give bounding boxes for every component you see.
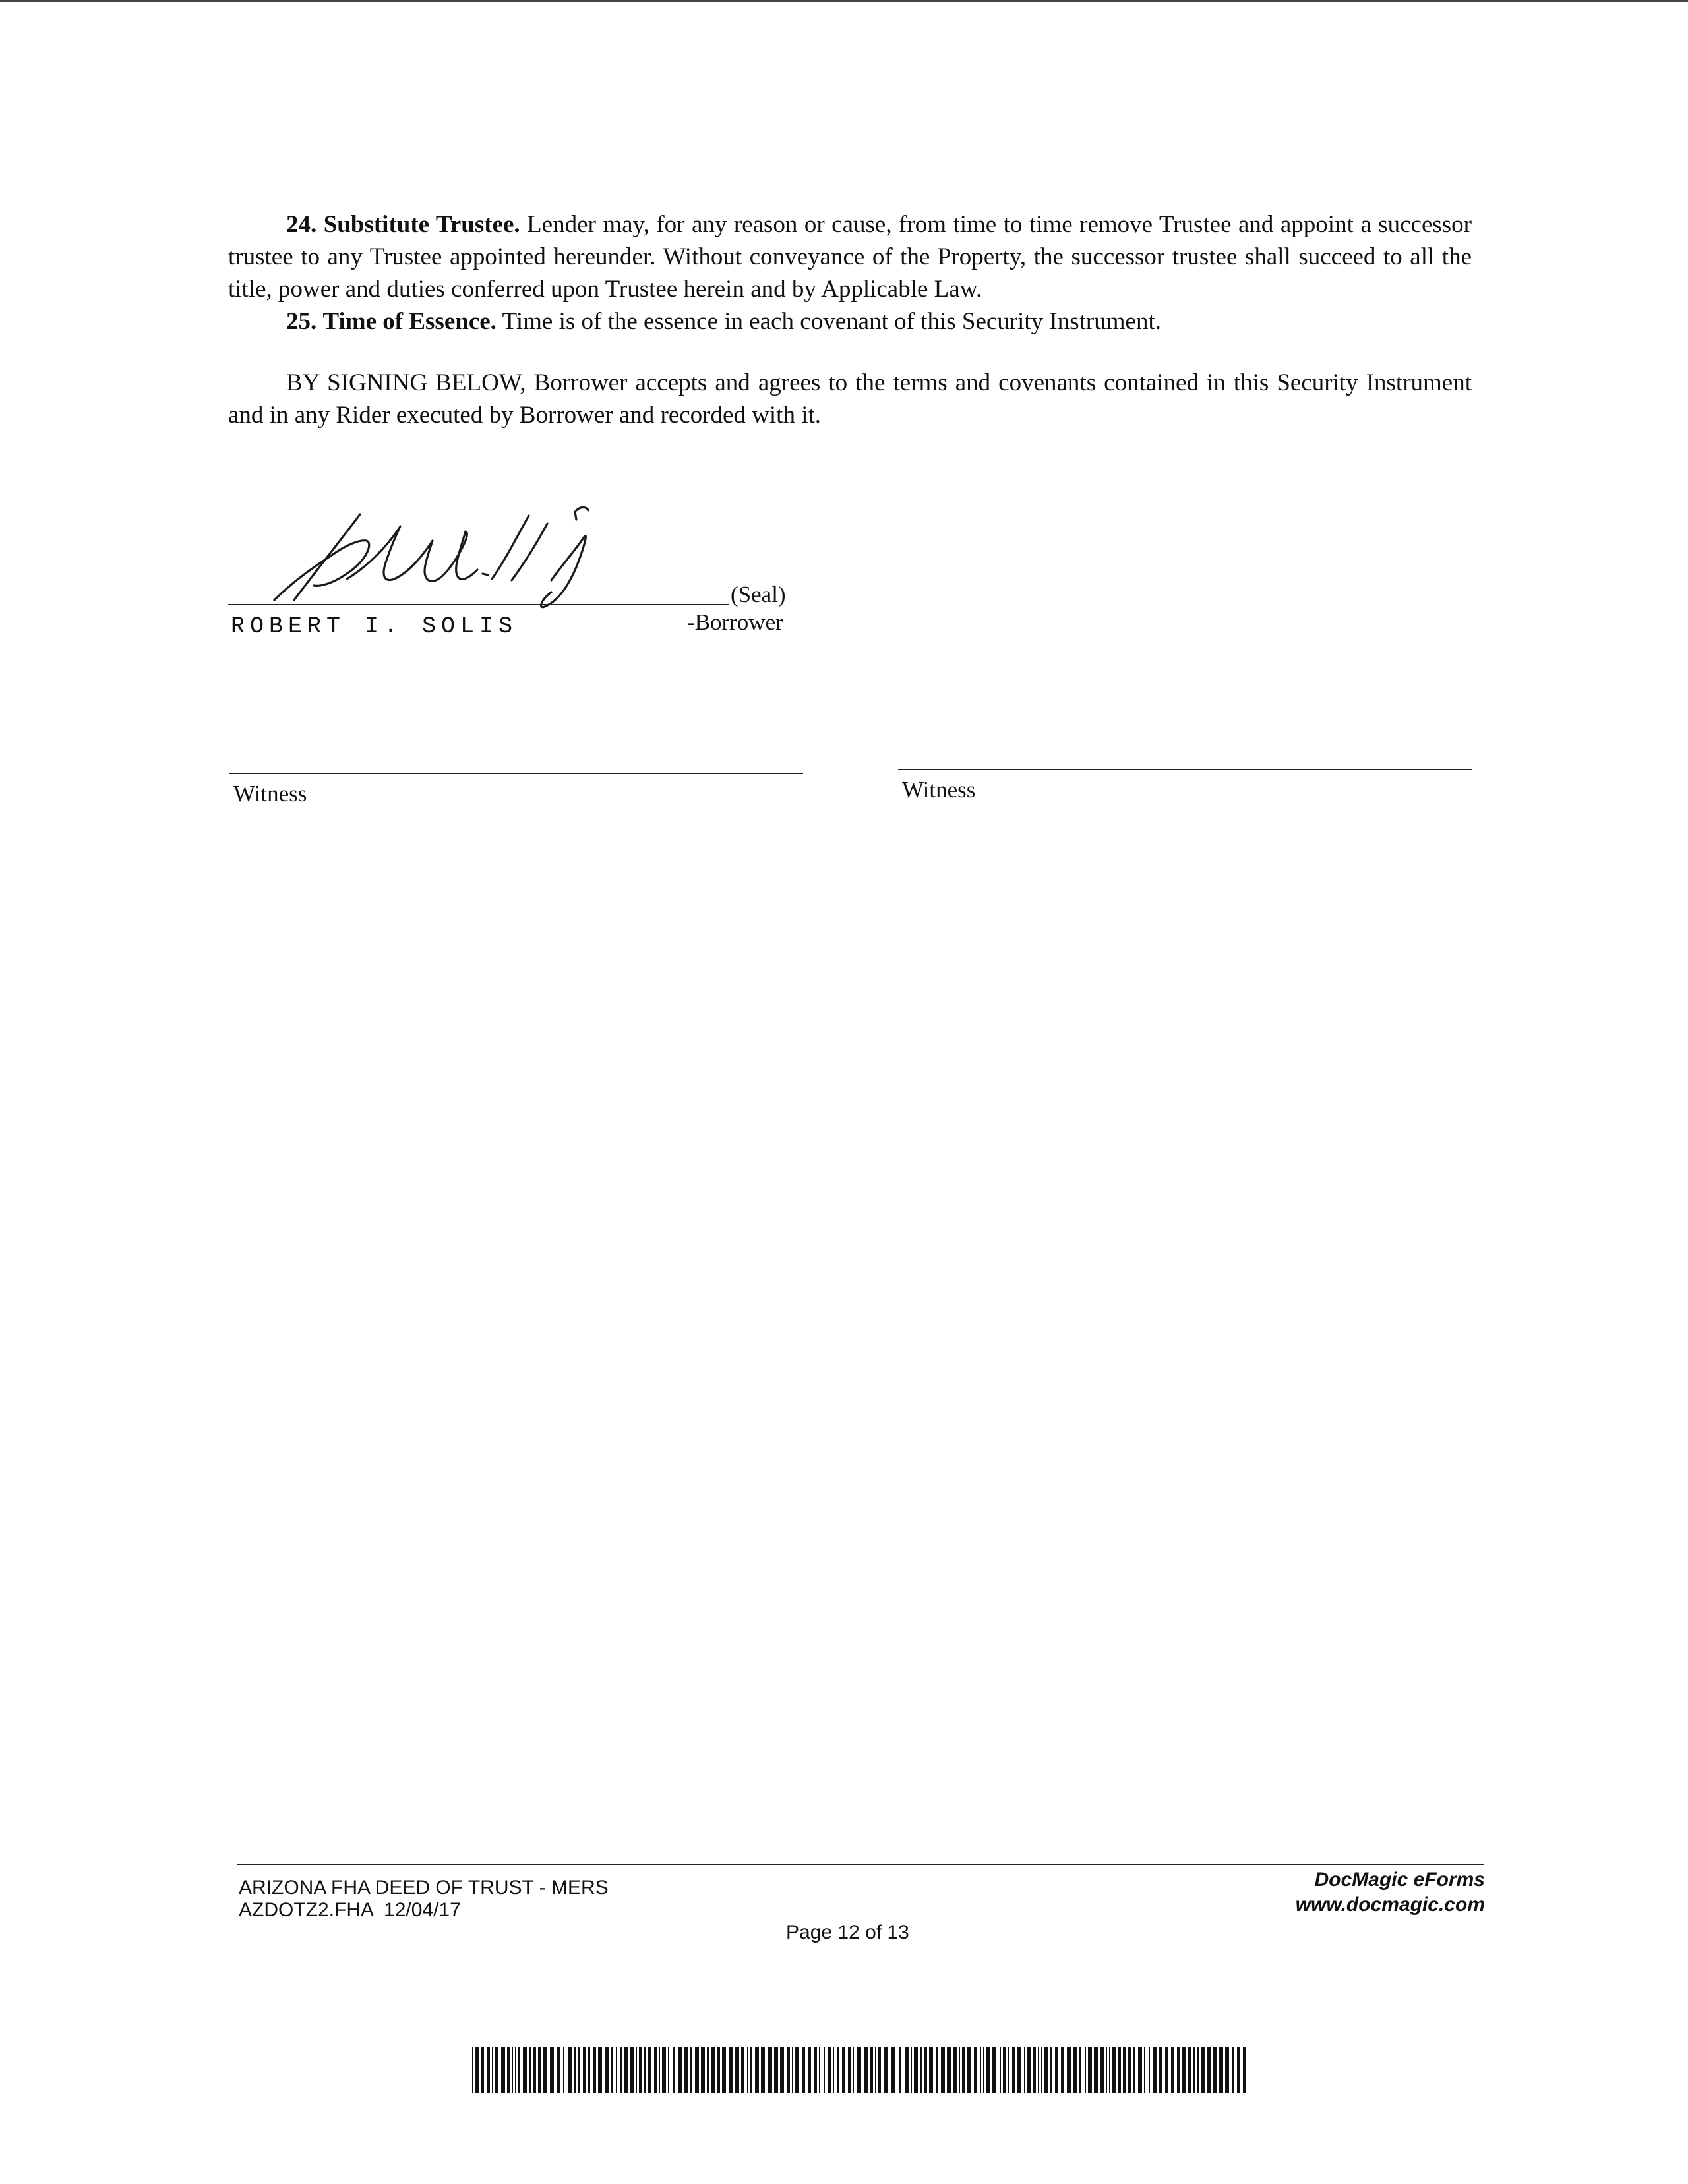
witness-right xyxy=(898,769,1472,803)
footer-rule xyxy=(237,1864,1484,1866)
handwritten-signature xyxy=(268,501,637,617)
footer-website: www.docmagic.com xyxy=(1295,1894,1485,1916)
section-25 xyxy=(228,305,1472,338)
section-24-number: 24. xyxy=(286,211,317,238)
barcode-icon xyxy=(472,2047,1250,2093)
signature-line xyxy=(228,604,729,605)
section-24 xyxy=(228,208,1472,305)
footer-brand-info xyxy=(1296,1867,1485,1918)
section-25-heading: Time of Essence. xyxy=(322,308,497,335)
witness-left-label: Witness xyxy=(233,781,307,806)
signing-statement: BY SIGNING BELOW, Borrower accepts and agrees to the terms and covenants contained in this Security Instrument and in any Rider executed by Borrower and recorded with it. xyxy=(228,369,1472,429)
seal-label: (Seal) xyxy=(731,582,786,607)
borrower-signature-block xyxy=(228,501,808,646)
section-25-text: Time is of the essence in each covenant of this Security Instrument. xyxy=(502,308,1161,335)
top-edge-rule xyxy=(0,0,1688,2)
footer-brand: DocMagic eForms xyxy=(1314,1869,1485,1891)
footer-form-code: AZDOTZ2.FHA 12/04/17 xyxy=(239,1899,461,1921)
section-24-text: Lender may, for any reason or cause, from time to time remove Trustee and appoint a successor trustee to any Trustee appointed hereunder. Without conveyance of the Property, the successor trustee shall succeed to all the title, power and duties conferred upon Trustee herein and by Applicable Law. xyxy=(228,211,1472,303)
footer-form-title: ARIZONA FHA DEED OF TRUST - MERS xyxy=(239,1877,609,1898)
section-24-heading: Substitute Trustee. xyxy=(323,211,520,238)
witness-left xyxy=(229,773,803,807)
footer-form-info xyxy=(239,1877,609,1922)
signer-name: ROBERT I. SOLIS xyxy=(231,613,518,640)
section-25-number: 25. xyxy=(286,308,317,335)
witness-right-line xyxy=(898,769,1472,770)
witness-right-label: Witness xyxy=(902,777,976,803)
borrower-role-label: -Borrower xyxy=(687,609,783,635)
page-number: Page 12 of 13 xyxy=(786,1922,909,1943)
witness-left-line xyxy=(229,773,803,774)
